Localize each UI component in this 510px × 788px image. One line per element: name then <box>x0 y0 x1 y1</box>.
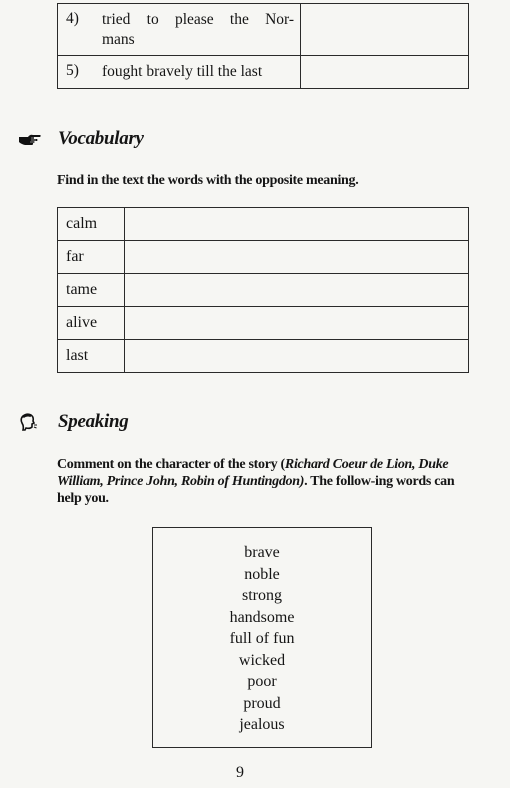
instruction-text: Comment on the character of the story ( <box>57 457 285 472</box>
statement-number: 4) <box>66 10 79 27</box>
statement-cell <box>58 56 301 89</box>
comprehension-table <box>57 3 469 89</box>
answer-cell <box>125 340 469 373</box>
section-title: Speaking <box>58 411 129 432</box>
table-row <box>58 56 469 89</box>
helper-word: proud <box>243 694 281 712</box>
answer-cell <box>125 208 469 241</box>
vocab-word: last <box>58 340 125 373</box>
helper-word: full of fun <box>229 630 295 647</box>
helper-word: handsome <box>229 608 295 626</box>
table-row <box>58 340 469 373</box>
pointing-hand-icon <box>18 130 42 148</box>
vocab-word: calm <box>58 208 125 241</box>
statement-text-line: mans <box>102 31 135 48</box>
vocabulary-heading <box>18 128 144 150</box>
table-row <box>58 4 469 56</box>
vocabulary-table <box>57 207 469 373</box>
talking-head-icon <box>18 413 42 431</box>
statement-cell <box>58 4 301 56</box>
speaking-heading <box>18 411 128 433</box>
speaking-instruction <box>57 456 471 507</box>
statement-text: fought bravely till the last <box>102 63 263 80</box>
helper-word: poor <box>247 673 277 690</box>
answer-cell <box>301 56 469 89</box>
vocab-word: tame <box>58 274 125 307</box>
helper-words-box <box>152 527 372 748</box>
statement-text <box>102 4 300 50</box>
section-title: Vocabulary <box>58 128 144 149</box>
statement-text-line: tried to please the Nor- <box>102 11 295 28</box>
table-row <box>58 307 469 340</box>
vocab-word: alive <box>58 307 125 340</box>
helper-word: jealous <box>239 716 285 733</box>
helper-word: noble <box>244 565 280 583</box>
answer-cell <box>125 241 469 274</box>
table-row <box>58 274 469 307</box>
table-row <box>58 208 469 241</box>
vocab-word: far <box>58 241 125 274</box>
answer-cell <box>125 307 469 340</box>
helper-word: brave <box>244 544 280 561</box>
helper-word: strong <box>242 587 282 604</box>
answer-cell <box>125 274 469 307</box>
answer-cell <box>301 4 469 56</box>
helper-word: wicked <box>238 651 286 669</box>
page-number: 9 <box>236 764 244 781</box>
character-names: Richard Coeur de Lion, Duke William, Prince John, Robin of Huntingdon) <box>57 457 449 489</box>
instruction-text: . The follow-ing words can help you. <box>57 474 455 506</box>
table-row <box>58 241 469 274</box>
vocabulary-instruction: Find in the text the words with the opposite meaning. <box>57 173 359 188</box>
statement-number: 5) <box>66 62 79 79</box>
